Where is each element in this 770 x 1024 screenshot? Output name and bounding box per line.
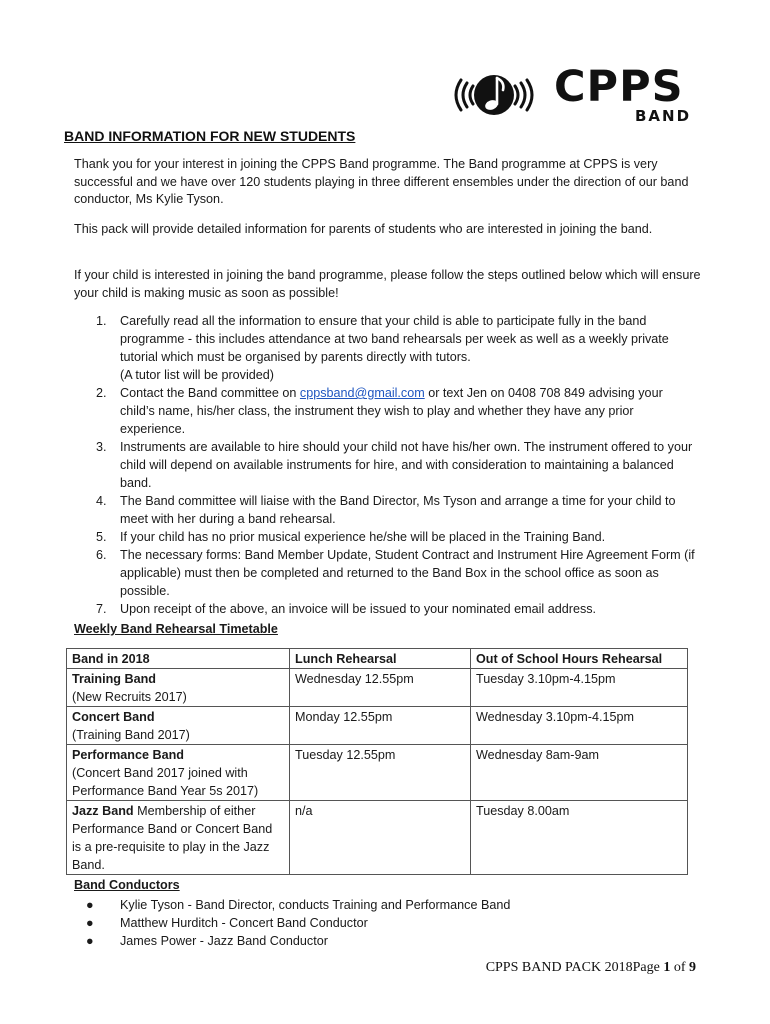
step-item [74, 528, 698, 546]
list-item [86, 914, 510, 932]
bullet-icon: ● [86, 934, 94, 948]
step-text: Carefully read all the information to ensure that your child is able to participate fully in the band programme - this includes attendance at two band rehearsals per week as well as a weekly private tutorial which must be organised by parents directly with tutors. [120, 314, 669, 364]
after-school-rehearsal-cell: Wednesday 8am-9am [471, 745, 688, 801]
step-number: 5. [96, 530, 107, 544]
step-item [74, 600, 698, 618]
bullet-icon: ● [86, 898, 94, 912]
email-link[interactable]: cppsband@gmail.com [299, 386, 425, 400]
band-description: (Concert Band 2017 joined with Performance Band Year 5s 2017) [72, 766, 259, 798]
timetable-heading: Weekly Band Rehearsal Timetable [74, 622, 278, 636]
after-school-rehearsal-cell: Wednesday 3.10pm-4.15pm [471, 707, 688, 745]
cpps-band-logo [447, 64, 707, 126]
band-description: (New Recruits 2017) [72, 690, 187, 704]
lunch-rehearsal-cell: Wednesday 12.55pm [290, 669, 471, 707]
step-number: 2. [96, 386, 107, 400]
band-name: Performance Band [72, 748, 184, 762]
rehearsal-timetable [66, 648, 688, 875]
band-description: Membership of either Performance Band or Concert Band is a pre-requisite to play in the Jazz Band. [72, 804, 273, 872]
table-row [67, 745, 688, 801]
intro-paragraph: Thank you for your interest in joining the CPPS Band programme. The Band programme at CPPS is very successful and we have over 120 students playing in three different ensembles under the direction of our band conductor, Ms Kylie Tyson. [74, 157, 689, 206]
page-title: BAND INFORMATION FOR NEW STUDENTS [64, 128, 356, 144]
step-text: Instruments are available to hire should your child not have his/her own. The instrument offered to your child will depend on available instruments for hire, and with consideration to maintaining a balanced band. [120, 440, 693, 490]
page-footer [486, 960, 696, 976]
column-header-after-school: Out of School Hours Rehearsal [471, 649, 688, 669]
lunch-rehearsal-cell: Monday 12.55pm [290, 707, 471, 745]
conductor-text: James Power - Jazz Band Conductor [120, 934, 328, 948]
step-number: 6. [96, 548, 107, 562]
conductors-list [86, 896, 510, 950]
lunch-rehearsal-cell: n/a [290, 801, 471, 875]
step-item [74, 438, 698, 492]
step-note: (A tutor list will be provided) [120, 368, 274, 382]
band-name: Concert Band [72, 710, 155, 724]
band-cell [67, 669, 290, 707]
band-cell [67, 745, 290, 801]
after-school-rehearsal-cell: Tuesday 8.00am [471, 801, 688, 875]
footer-page-number: 1 [663, 960, 671, 975]
lunch-rehearsal-cell: Tuesday 12.55pm [290, 745, 471, 801]
footer-label: CPPS BAND PACK 2018Page [485, 960, 664, 975]
step-number: 3. [96, 440, 107, 454]
list-item [86, 932, 510, 950]
step-text: The necessary forms: Band Member Update, Student Contract and Instrument Hire Agreement Form (if applicable) must then be completed and returned to the Band Box in the school office as soon as possible. [120, 548, 695, 598]
logo-subtitle: BAND [635, 107, 692, 125]
footer-page-total: 9 [689, 960, 696, 975]
step-number: 4. [96, 494, 107, 508]
step-text: If your child has no prior musical experience he/she will be placed in the Training Band. [120, 530, 606, 544]
step-text: Upon receipt of the above, an invoice will be issued to your nominated email address. [120, 602, 597, 616]
joining-steps-list [74, 312, 698, 618]
table-row [67, 707, 688, 745]
table-row [67, 669, 688, 707]
step-item [74, 384, 698, 438]
step-number: 1. [96, 314, 107, 328]
steps-intro-paragraph: If your child is interested in joining the band programme, please follow the steps outlined below which will ensure your child is making music as soon as possible! [74, 268, 701, 300]
step-text: The Band committee will liaise with the Band Director, Ms Tyson and arrange a time for your child to meet with her during a band rehearsal. [120, 494, 676, 526]
column-header-lunch: Lunch Rehearsal [290, 649, 471, 669]
music-note-soundwave-icon [447, 66, 547, 124]
logo-title: CPPS [554, 62, 684, 112]
conductor-text: Kylie Tyson - Band Director, conducts Training and Performance Band [120, 898, 511, 912]
band-description: (Training Band 2017) [72, 728, 190, 742]
step-item [74, 546, 698, 600]
band-cell [67, 707, 290, 745]
step-item [74, 312, 698, 384]
conductor-text: Matthew Hurditch - Concert Band Conductor [120, 916, 368, 930]
bullet-icon: ● [86, 916, 94, 930]
band-cell [67, 801, 290, 875]
step-text-before: Contact the Band committee on [120, 386, 300, 400]
pack-paragraph: This pack will provide detailed information for parents of students who are interested in joining the band. [74, 222, 653, 236]
table-row [67, 801, 688, 875]
band-name: Jazz Band [72, 804, 134, 818]
band-name: Training Band [72, 672, 156, 686]
table-header-row [67, 649, 688, 669]
step-number: 7. [96, 602, 107, 616]
after-school-rehearsal-cell: Tuesday 3.10pm-4.15pm [471, 669, 688, 707]
conductors-heading: Band Conductors [74, 878, 180, 892]
step-text-after: or text Jen on 0408 708 849 advising your child’s name, his/her class, the instrument they wish to play and whether they have any prior experience. [120, 386, 663, 436]
step-item [74, 492, 698, 528]
footer-of: of [670, 960, 689, 975]
column-header-band: Band in 2018 [67, 649, 290, 669]
list-item [86, 896, 510, 914]
